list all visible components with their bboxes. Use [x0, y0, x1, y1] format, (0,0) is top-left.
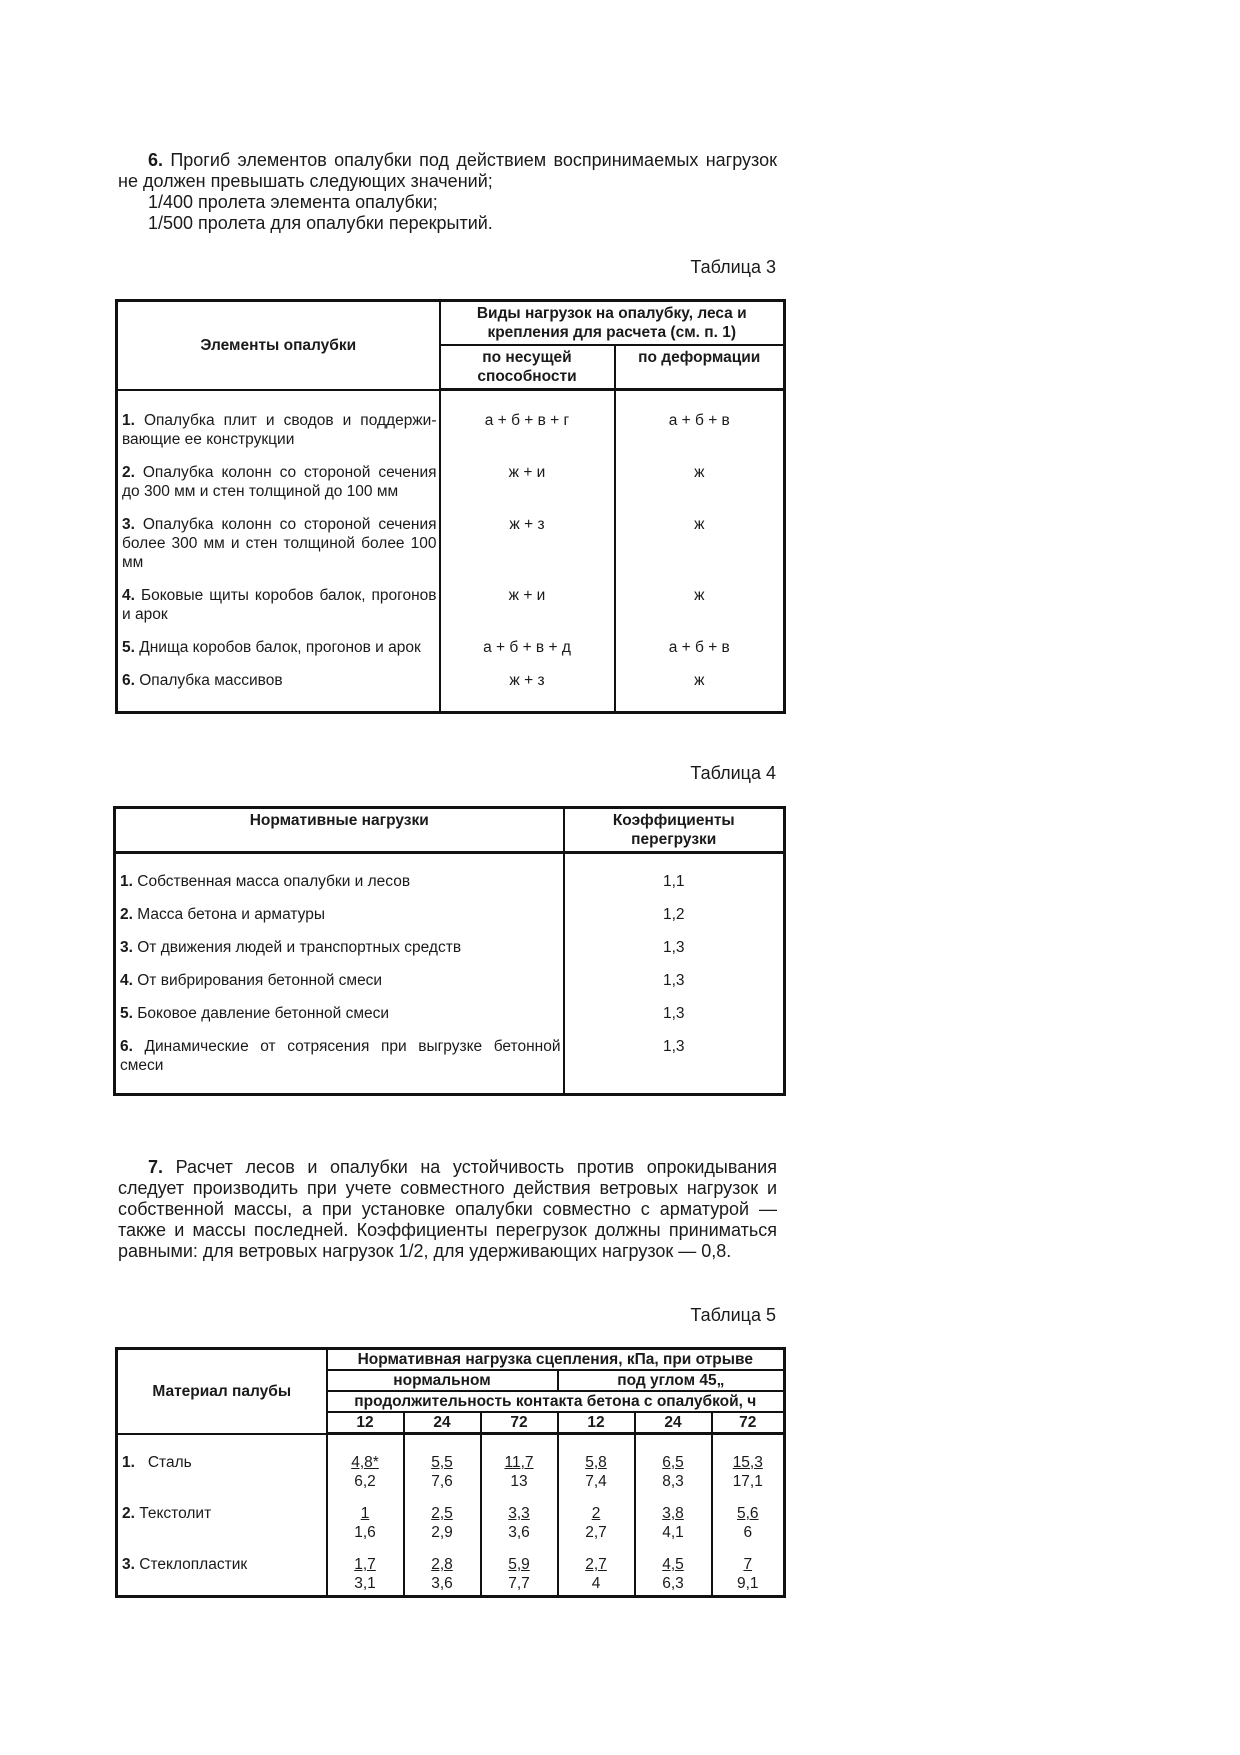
row-number: 6.	[122, 671, 135, 689]
table-3-strength-load: а + б + в + д	[440, 624, 615, 657]
table-4-load-name	[115, 957, 564, 990]
fraction-bottom: 13	[510, 1473, 528, 1490]
table-3-element-name	[117, 572, 440, 624]
table-5-header-material: Материал палубы	[117, 1349, 327, 1434]
fraction	[354, 1504, 376, 1542]
fraction	[662, 1504, 684, 1542]
fraction	[431, 1453, 453, 1491]
fraction-bottom: 6	[743, 1524, 753, 1541]
fraction	[733, 1453, 763, 1491]
table-4-load-name	[115, 924, 564, 957]
row-number: 1.	[122, 1453, 135, 1471]
row-text: Динамические от сотрясения при выгрузке бетонной смеси	[120, 1038, 561, 1074]
table-5-header-hours: 72	[481, 1412, 558, 1434]
row-number: 1.	[122, 411, 135, 429]
table-5-value	[558, 1542, 635, 1597]
fraction	[585, 1555, 607, 1593]
fraction-bottom: 17,1	[732, 1473, 763, 1490]
table-3-strength-load: ж + з	[440, 657, 615, 713]
table-row	[115, 1023, 785, 1095]
table-5-header-hours: 12	[558, 1412, 635, 1434]
fraction-bottom: 9,1	[736, 1575, 759, 1592]
fraction	[585, 1453, 607, 1491]
fraction-top: 2,8	[431, 1556, 453, 1573]
table-5-value	[481, 1434, 558, 1492]
row-text: Опалубка колонн со стороной сечения более 300 мм и стен толщиной более 100 мм	[122, 515, 437, 571]
row-text: Сталь	[147, 1453, 192, 1471]
table-5-header-group: Нормативная нагрузка сцепления, кПа, при отрыве	[327, 1349, 785, 1371]
table-3-deform-load: а + б + в	[615, 390, 785, 449]
fraction-top: 5,8	[585, 1454, 607, 1471]
fraction-top: 2,5	[431, 1505, 453, 1522]
fraction-bottom: 3,6	[431, 1575, 453, 1592]
row-number: 2.	[122, 1505, 135, 1522]
fraction-bottom: 6,3	[662, 1575, 684, 1592]
table-3	[115, 299, 786, 714]
fraction-top: 6,5	[662, 1454, 684, 1471]
table-row	[115, 853, 785, 892]
fraction	[351, 1453, 379, 1491]
table-row	[117, 390, 785, 449]
fraction	[431, 1555, 453, 1593]
table-4-load-name	[115, 891, 564, 924]
row-text: Стеклопластик	[139, 1556, 248, 1573]
fraction-top: 2,7	[585, 1556, 607, 1573]
row-text: Масса бетона и арматуры	[137, 906, 325, 923]
row-number: 3.	[122, 515, 135, 533]
fraction	[508, 1504, 530, 1542]
fraction	[504, 1453, 533, 1491]
table-5-value	[635, 1434, 712, 1492]
table-3-element-name	[117, 501, 440, 572]
table-3-deform-load: ж	[615, 449, 785, 501]
table-5-value	[558, 1434, 635, 1492]
paragraph-7-body: Расчет лесов и опалубки на устойчивость против опрокидывания следует производить при учете совместного действия ветровых нагрузок и собственной массы, а при установке опалубки совместно с арматурой — также и массы последней. Коэффициенты перегрузок должны приниматься равными: для ветровых нагрузок 1/2, для удерживающих нагрузок — 0,8.	[118, 1157, 777, 1261]
row-text: Собственная масса опалубки и лесов	[137, 873, 411, 890]
table-5-value	[327, 1491, 404, 1542]
table-5-value	[712, 1491, 785, 1542]
table-5-header-hours: 24	[635, 1412, 712, 1434]
table-3-strength-load: а + б + в + г	[440, 390, 615, 449]
fraction-top: 4,5	[662, 1556, 684, 1573]
table-row	[117, 624, 785, 657]
row-text: Боковое давление бетонной смеси	[137, 1005, 390, 1022]
row-text: Опалубка колонн со стороной сечения до 300 мм и стен толщиной до 100 мм	[122, 463, 437, 500]
table-5-value	[404, 1542, 481, 1597]
fraction-top: 15,3	[732, 1454, 763, 1471]
row-text: Днища коробов балок, прогонов и арок	[139, 638, 421, 656]
table-3-element-name	[117, 624, 440, 657]
paragraph-7-number: 7.	[148, 1157, 164, 1177]
table-5-value	[635, 1491, 712, 1542]
table-3-deform-load: ж	[615, 657, 785, 713]
row-number: 5.	[122, 638, 135, 656]
row-text: От движения людей и транспортных средств	[137, 939, 462, 956]
table-5-header-hours: 24	[404, 1412, 481, 1434]
table-4-coefficient: 1,3	[564, 1023, 785, 1095]
fraction	[354, 1555, 376, 1593]
table-row	[117, 1434, 785, 1492]
fraction-bottom: 7,4	[585, 1473, 607, 1490]
fraction-bottom: 3,1	[354, 1575, 376, 1592]
fraction-top: 1	[360, 1505, 370, 1522]
table-row	[117, 449, 785, 501]
table-3-deform-load: а + б + в	[615, 624, 785, 657]
fraction-top: 7	[743, 1556, 753, 1573]
table-5-value	[635, 1542, 712, 1597]
table-3-caption: Таблица 3	[690, 257, 776, 277]
paragraph-7	[118, 1157, 777, 1262]
fraction-bottom: 6,2	[354, 1473, 376, 1490]
table-row	[117, 657, 785, 713]
table-5-value	[481, 1542, 558, 1597]
paragraph-6-body: Прогиб элементов опалубки под действием воспринимаемых нагрузок не должен превышать следующих значений;	[118, 150, 777, 191]
table-4-load-name	[115, 853, 564, 892]
fraction-bottom: 8,3	[662, 1473, 684, 1490]
table-row	[115, 891, 785, 924]
fraction-top: 5,5	[431, 1454, 453, 1471]
paragraph-6-line-1: 1/400 пролета элемента опалубки;	[148, 192, 438, 212]
table-row	[117, 572, 785, 624]
row-number: 2.	[122, 463, 135, 481]
table-5-value	[404, 1491, 481, 1542]
fraction	[585, 1504, 607, 1542]
table-3-header-strength: по несущей способности	[440, 345, 615, 390]
fraction	[431, 1504, 453, 1542]
table-row	[117, 1542, 785, 1597]
table-5-value	[404, 1434, 481, 1492]
fraction-bottom: 2,7	[585, 1524, 607, 1541]
row-text: Опалубка плит и сводов и поддержи-вающие ее конструкции	[122, 411, 437, 448]
table-4-coefficient: 1,3	[564, 990, 785, 1023]
table-row	[115, 924, 785, 957]
fraction-bottom: 7,7	[508, 1575, 530, 1592]
table-row	[117, 1491, 785, 1542]
table-3-strength-load: ж + и	[440, 449, 615, 501]
fraction-bottom: 1,6	[354, 1524, 376, 1541]
row-text: Текстолит	[139, 1505, 212, 1522]
fraction	[737, 1555, 759, 1593]
table-5-value	[481, 1491, 558, 1542]
table-3-element-name	[117, 657, 440, 713]
fraction-bottom: 4	[591, 1575, 601, 1592]
fraction-bottom: 4,1	[662, 1524, 684, 1541]
table-4-header-coef: Коэффициенты перегрузки	[564, 808, 785, 853]
table-3-element-name	[117, 449, 440, 501]
table-5-value	[712, 1542, 785, 1597]
fraction-top: 2	[591, 1505, 601, 1522]
table-5	[115, 1347, 786, 1598]
table-5-header-hours: 12	[327, 1412, 404, 1434]
row-text: Боковые щиты коробов балок, прогонов и арок	[122, 586, 437, 623]
table-5-caption: Таблица 5	[690, 1305, 776, 1325]
row-text: Опалубка массивов	[139, 671, 283, 689]
table-5-value	[327, 1434, 404, 1492]
table-4-coefficient: 1,1	[564, 853, 785, 892]
row-number: 5.	[120, 1005, 133, 1022]
fraction-top: 5,6	[736, 1505, 759, 1522]
table-4-coefficient: 1,3	[564, 924, 785, 957]
table-5-material-name	[117, 1434, 327, 1492]
table-5-header-normal: нормальном	[327, 1370, 558, 1391]
table-3-strength-load: ж + и	[440, 572, 615, 624]
table-3-header-deform: по деформации	[615, 345, 785, 390]
table-4-caption: Таблица 4	[690, 763, 776, 783]
table-4-header-loads: Нормативные нагрузки	[115, 808, 564, 853]
table-5-header-hours: 72	[712, 1412, 785, 1434]
fraction-top: 4,8*	[351, 1454, 379, 1471]
table-row	[115, 957, 785, 990]
row-number: 3.	[122, 1556, 135, 1573]
table-5-header-duration: продолжительность контакта бетона с опалубкой, ч	[327, 1391, 785, 1412]
fraction-bottom: 2,9	[431, 1524, 453, 1541]
row-number: 4.	[122, 586, 135, 604]
fraction-top: 1,7	[354, 1556, 376, 1573]
table-5-header-angle: под углом 45„	[558, 1370, 785, 1391]
table-5-value	[712, 1434, 785, 1492]
row-number: 2.	[120, 906, 133, 923]
table-3-strength-load: ж + з	[440, 501, 615, 572]
fraction-top: 3,8	[662, 1505, 684, 1522]
fraction	[508, 1555, 530, 1593]
fraction-bottom: 3,6	[508, 1524, 530, 1541]
fraction	[662, 1555, 684, 1593]
table-3-header-group: Виды нагрузок на опалубку, леса и крепления для расчета (см. п. 1)	[440, 301, 785, 346]
table-4-load-name	[115, 990, 564, 1023]
row-text: От вибрирования бетонной смеси	[137, 972, 383, 989]
paragraph-6	[118, 150, 777, 234]
fraction	[737, 1504, 759, 1542]
table-row	[115, 990, 785, 1023]
fraction-top: 5,9	[508, 1556, 530, 1573]
table-4-coefficient: 1,2	[564, 891, 785, 924]
table-5-material-name	[117, 1491, 327, 1542]
paragraph-6-line-2: 1/500 пролета для опалубки перекрытий.	[148, 213, 493, 233]
row-number: 3.	[120, 939, 133, 956]
paragraph-6-text	[118, 150, 777, 192]
table-row	[117, 501, 785, 572]
fraction-bottom: 7,6	[431, 1473, 453, 1490]
table-4-coefficient: 1,3	[564, 957, 785, 990]
table-3-element-name	[117, 390, 440, 449]
table-5-value	[327, 1542, 404, 1597]
table-4-load-name	[115, 1023, 564, 1095]
fraction-top: 11,7	[504, 1454, 534, 1471]
table-4	[113, 806, 786, 1096]
table-3-deform-load: ж	[615, 501, 785, 572]
table-5-material-name	[117, 1542, 327, 1597]
paragraph-6-number: 6.	[148, 150, 164, 170]
table-5-value	[558, 1491, 635, 1542]
row-number: 6.	[120, 1038, 133, 1055]
table-3-deform-load: ж	[615, 572, 785, 624]
row-number: 4.	[120, 972, 133, 989]
fraction-top: 3,3	[508, 1505, 530, 1522]
fraction	[662, 1453, 684, 1491]
table-3-header-elements: Элементы опалубки	[117, 301, 440, 390]
row-number: 1.	[120, 873, 133, 890]
